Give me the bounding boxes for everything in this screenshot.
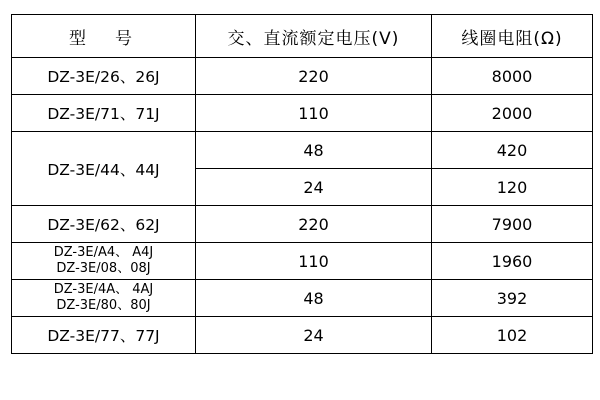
cell-voltage: 48 [196,280,432,317]
table-row [12,317,593,354]
cell-voltage: 24 [196,317,432,354]
table-row [12,132,593,169]
cell-model [12,280,196,317]
cell-model [12,243,196,280]
cell-voltage: 110 [196,243,432,280]
cell-model: DZ-3E/44、44J [12,132,196,206]
cell-resistance: 120 [432,169,593,206]
cell-resistance: 8000 [432,58,593,95]
table-row [12,58,593,95]
table-body [12,58,593,354]
cell-resistance: 420 [432,132,593,169]
cell-model-line2: DZ-3E/80、80J [56,298,151,313]
cell-model: DZ-3E/71、71J [12,95,196,132]
cell-voltage: 220 [196,206,432,243]
column-header-resistance: 线圈电阻(Ω) [432,15,593,58]
cell-voltage: 24 [196,169,432,206]
table-row [12,280,593,317]
table-header-row [12,15,593,58]
cell-resistance: 7900 [432,206,593,243]
cell-model: DZ-3E/77、77J [12,317,196,354]
cell-model-line1: DZ-3E/A4、 A4J [53,244,154,260]
table-header [12,15,593,58]
relay-specification-table [11,14,593,354]
cell-voltage: 220 [196,58,432,95]
cell-resistance: 1960 [432,243,593,280]
cell-voltage: 48 [196,132,432,169]
table-row [12,95,593,132]
table-row [12,243,593,280]
column-header-voltage: 交、直流额定电压(V) [196,15,432,58]
cell-resistance: 102 [432,317,593,354]
cell-model-line1: DZ-3E/4A、 4AJ [53,281,154,297]
cell-voltage: 110 [196,95,432,132]
cell-model-line2: DZ-3E/08、08J [56,261,151,276]
cell-model: DZ-3E/26、26J [12,58,196,95]
cell-resistance: 2000 [432,95,593,132]
column-header-model: 型 号 [12,15,196,58]
cell-model: DZ-3E/62、62J [12,206,196,243]
cell-resistance: 392 [432,280,593,317]
table-row [12,206,593,243]
